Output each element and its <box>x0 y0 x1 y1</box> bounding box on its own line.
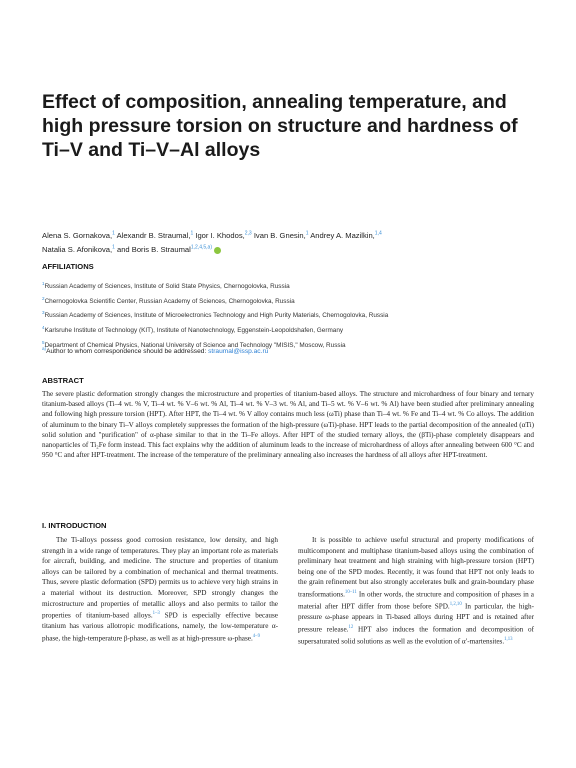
paper-title: Effect of composition, annealing temperature, and high pressure torsion on structure and hardness of Ti–V and Ti–V–Al alloys <box>42 91 518 161</box>
author[interactable]: Alexandr B. Straumal,$^1$ <box>116 230 194 240</box>
affiliation-item: $^1$Russian Academy of Sciences, Institute of Solid State Physics, Chernogolovka, Russia <box>42 281 290 291</box>
author-list <box>42 227 542 256</box>
affiliation-item: $^2$Chernogolovka Scientific Center, Russian Academy of Sciences, Chernogolovka, Russia <box>42 295 295 305</box>
citation-link[interactable]: 12 <box>348 624 354 630</box>
citation-link[interactable]: 10–11 <box>344 589 357 595</box>
affiliation-item: $^5$Department of Chemical Physics, National University of Science and Technology "MISIS," Moscow, Russia <box>42 339 346 349</box>
citation-link[interactable]: 4–9 <box>252 633 260 639</box>
correspondence-note: $^{a)}$Author to whom correspondence should be addressed: straumal@issp.ac.ru <box>42 346 269 356</box>
affiliation-item: $^3$Russian Academy of Sciences, Institute of Microelectronics Technology and High Purity Materials, Chernogolovka, Russia <box>42 310 389 320</box>
author[interactable]: Andrey A. Mazilkin,$^{1,4}$ <box>310 230 382 240</box>
citation-link[interactable]: 1–3 <box>152 611 160 617</box>
affiliation-item: $^4$Karlsruhe Institute of Technology (KIT), Institute of Nanotechnology, Eggenstein-Leopoldshafen, Germany <box>42 325 344 335</box>
introduction-heading: I. INTRODUCTION <box>42 521 107 530</box>
author[interactable]: and Boris B. Straumal$^{1,2,4,5,a)}$ <box>116 244 212 255</box>
affiliations-list <box>42 278 542 352</box>
intro-left-column: The Ti-alloys possess good corrosion resistance, low density, and high strength in a wide range of temperatures. They play an important role as materials for aircraft, building, and medicine. The structure and properties of titanium alloys can be tailored by a combination of mechanical and thermal treatments. Thus, severe plastic deformation (SPD) permits us to achieve very high strains in a material without its destruction. Moreover, SPD strongly changes the microstructure and properties of metallic alloys and also permits to tailor the properties of titanium-based alloys.$^{1-3}$ SPD is especially effective because titanium has various allotropic modifications, namely, the low-temperature α-phase, the high-temperature β-phase, as well as at high-pressure ω-phase.$^{4-9}$ <box>42 536 278 643</box>
orcid-icon[interactable] <box>214 247 221 254</box>
author[interactable]: Igor I. Khodos,$^{2,3}$ <box>195 230 252 240</box>
affiliations-heading: AFFILIATIONS <box>42 262 94 271</box>
author[interactable]: Alena S. Gornakova,$^1$ <box>42 230 115 240</box>
author[interactable]: Natalia S. Afonikova,$^1$ <box>42 244 115 255</box>
author[interactable]: Ivan B. Gnesin,$^1$ <box>253 230 309 240</box>
citation-link[interactable]: 1,2,10 <box>449 601 462 607</box>
abstract-heading: ABSTRACT <box>42 376 84 385</box>
correspondence-email-link[interactable]: straumal@issp.ac.ru <box>208 348 269 356</box>
citation-link[interactable]: 1,13 <box>504 636 513 642</box>
intro-right-column: It is possible to achieve useful structural and property modifications of multicomponent and multiphase titanium-based alloys using the combination of preliminary heat treatment and high straining with high-pressure torsion (HPT) being one of the SPD modes. Recently, it was found that HPT not only leads to the grain refinement but also strongly accelerates bulk and grain-boundary phase transformations.$^{10-11}$ In other words, the structure and composition of phases in a material after HPT differ from those before SPD.$^{1,2,10}$ In particular, the high-pressure ω-phase appears in Ti-based alloys during HPT and is retained after pressure release.$^{12}$ HPT also induces the formation and decomposition of supersaturated solid solutions as well as the evolution of α′-martensites.$^{1,13}$ <box>298 536 535 645</box>
abstract-text: The severe plastic deformation strongly changes the microstructure and properties of titanium-based alloys. The structure and microhardness of four binary and ternary titanium-based alloys (Ti–4 wt. % V, Ti–4 wt. % V–6 wt. % Al, Ti–4 wt. % V–3 wt. % Al, and Ti–5 wt. % V–6 wt. % Al) have been studied after preliminary annealing and following high pressure torsion (HPT). After HPT, the Ti–4 wt. % V alloy contains much less (ωTi) phase than Ti–4 wt. % Fe and Ti–4 wt. % Co alloys. The addition of aluminum to the binary Ti–V alloys completely suppresses the formation of the high-pressure (ωTi)-phase. HPT leads to the partial decomposition of the annealed (αTi) solid solution and "purification" of α-phase similar to that in the Ti–Fe alloys. After HPT of the studied ternary alloys, the (βTi)-phase completely disappears and nanoparticles of Ti₂Fe form instead. This fact explains why the addition of aluminum leads to the increase of microhardness of alloys after annealing between 600 °C and 950 °C and after HPT-treatment. The increase of the temperature of the preliminary annealing also increases the hardness of all alloys after HPT-treatment. <box>42 390 534 460</box>
